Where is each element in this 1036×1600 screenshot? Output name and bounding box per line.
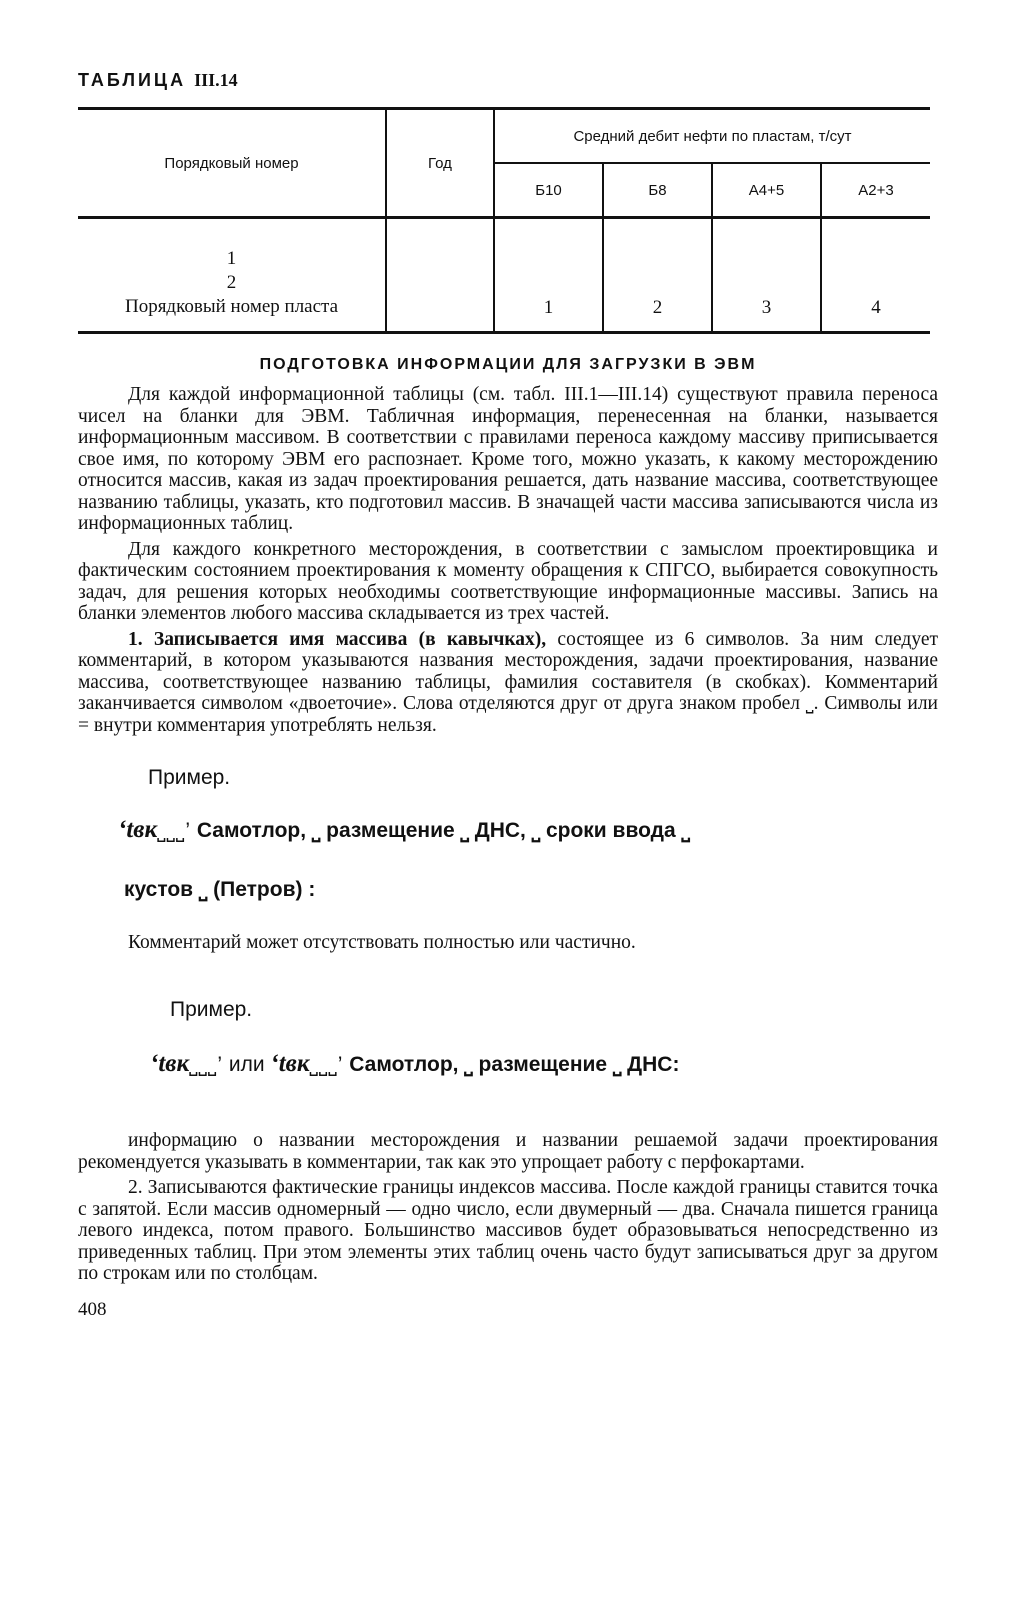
page bbox=[78, 70, 938, 1321]
example-line: кустов ⎵ (Петров) : bbox=[124, 878, 316, 901]
data-table bbox=[78, 107, 930, 334]
page-number: 408 bbox=[78, 1298, 107, 1320]
paragraph: информацию о названии месторождения и названии решаемой задачи проектирования рекомендуется указывать в комментарии, так как это упрощает работу с перфокартами. bbox=[78, 1130, 938, 1173]
header-layer: Б10 bbox=[494, 163, 603, 218]
header-layer: Б8 bbox=[603, 163, 712, 218]
header-layer: А2+3 bbox=[821, 163, 930, 218]
space-marks: ⎵⎵⎵’ bbox=[189, 1053, 223, 1076]
array-name-code: ‘tвк bbox=[150, 1050, 190, 1077]
space-marks: ⎵⎵⎵’ bbox=[157, 819, 191, 842]
example-text: Самотлор, ⎵ размещение ⎵ ДНС, ⎵ сроки ввода ⎵ bbox=[196, 819, 690, 842]
row-label-line: 2 bbox=[226, 272, 237, 293]
example-text: Самотлор, ⎵ размещение ⎵ ДНС: bbox=[349, 1053, 680, 1076]
table-caption-word: ТАБЛИЦА bbox=[78, 70, 187, 90]
table-row bbox=[78, 218, 930, 333]
example-label: Пример. bbox=[170, 998, 253, 1021]
header-avg-oil-rate: Средний дебит нефти по пластам, т/сут bbox=[494, 109, 930, 164]
table-caption bbox=[78, 70, 938, 91]
row-label-line: 1 bbox=[226, 248, 237, 269]
table-caption-number: III.14 bbox=[194, 70, 238, 90]
example-line bbox=[118, 816, 938, 844]
layer-number-cell: 3 bbox=[712, 218, 821, 333]
row-label-line: Порядковый номер пласта bbox=[124, 296, 339, 317]
paragraph bbox=[78, 629, 938, 737]
example-label: Пример. bbox=[148, 766, 231, 789]
paragraph-rest: состоящее из 6 символов. За ним следует комментарий, в котором указываются названия месторождения, задачи проектирования, название массива, соответствующее названию таблицы, фамилия составителя (в скобках). Комментарий заканчивается символом «двоеточие». Слова отделяются друг от друга знаком пробел ⎵. Символы или = внутри комментария употреблять нельзя. bbox=[78, 628, 938, 736]
header-serial-number: Порядковый номер bbox=[78, 109, 386, 218]
space-marks: ⎵⎵⎵’ bbox=[309, 1053, 344, 1076]
layer-number-cell: 2 bbox=[603, 218, 712, 333]
example-line bbox=[150, 1050, 938, 1078]
section-title: ПОДГОТОВКА ИНФОРМАЦИИ ДЛЯ ЗАГРУЗКИ В ЭВМ bbox=[259, 356, 757, 373]
paragraph: Для каждой информационной таблицы (см. табл. III.1—III.14) существуют правила переноса чисел на бланки для ЭВМ. Табличная информация, перенесенная на бланки, называется информационным массивом. В соответствии с правилами переноса каждому массиву приписывается свое имя, по которому ЭВМ его распознает. Кроме того, можно указать, к какому месторождению относится массив, какая из задач проектирования решается, дать название массива, соответствующее названию таблицы, указать, кто подготовил массив. В значащей части массива записываются числа из информационных таблиц. bbox=[78, 384, 938, 534]
year-cell bbox=[386, 218, 494, 333]
header-layer: А4+5 bbox=[712, 163, 821, 218]
paragraph: 2. Записываются фактические границы индексов массива. После каждой границы ставится точка с запятой. Если массив одномерный — одно число, если двумерный — два. Сначала пишется граница левого индекса, потом правого. Большинство массивов будет образовываться непосредственно из приведенных таблиц. При этом элементы этих таблиц очень часто будут записываться друг за другом по строкам или по столбцам. bbox=[78, 1177, 938, 1284]
array-name-code: ‘tвк bbox=[118, 816, 158, 843]
row-label bbox=[78, 218, 386, 333]
layer-number-cell: 1 bbox=[494, 218, 603, 333]
body-continuation bbox=[78, 1130, 938, 1285]
layer-number-cell: 4 bbox=[821, 218, 930, 333]
or-word: или bbox=[228, 1053, 265, 1076]
paragraph: Для каждого конкретного месторождения, в соответствии с замыслом проектировщика и фактическим состоянием проектирования к моменту обращения к СПГСО, выбирается совокупность задач, для решения которых необходимы соответствующие информационные массивы. Запись на бланки элементов любого массива складывается из трех частей. bbox=[78, 538, 938, 624]
paragraph-bold-lead: 1. Записывается имя массива (в кавычках), bbox=[128, 628, 547, 650]
note-text: Комментарий может отсутствовать полностью или частично. bbox=[128, 932, 636, 953]
header-year: Год bbox=[386, 109, 494, 218]
array-name-code: ‘tвк bbox=[270, 1050, 310, 1077]
